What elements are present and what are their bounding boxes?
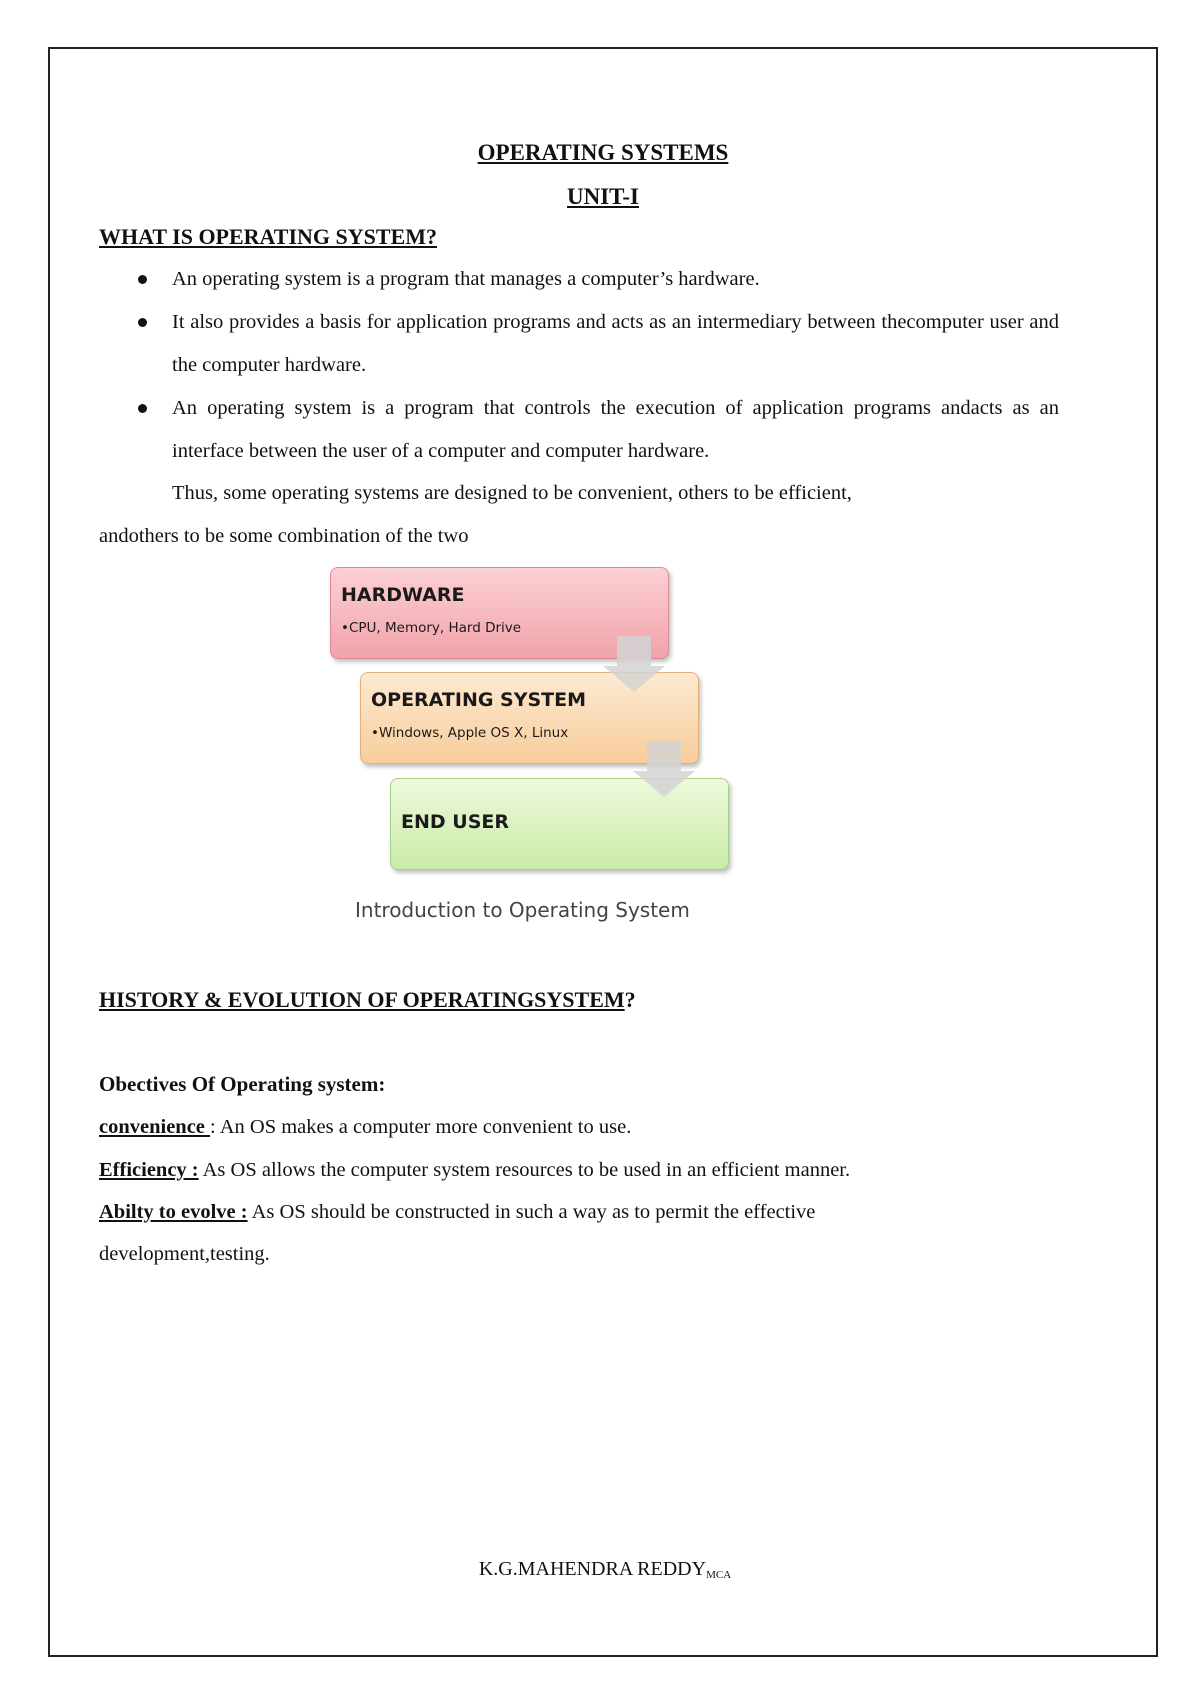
objective-item: convenience : An OS makes a computer more convenient to use. [99, 1116, 632, 1138]
list-item: An operating system is a program that manages a computer’s hardware. [99, 258, 1059, 301]
box-title: HARDWARE [341, 584, 465, 606]
list-item: An operating system is a program that controls the execution of application programs andacts as an interface between the user of a computer and computer hardware. [99, 387, 1059, 473]
diagram-caption: Introduction to Operating System [355, 898, 690, 922]
paragraph-line: Thus, some operating systems are designed to be convenient, others to be efficient, [172, 482, 852, 504]
bullet-icon [138, 318, 147, 327]
unit-label: UNIT-I [566, 184, 639, 209]
box-subtitle: •Windows, Apple OS X, Linux [371, 725, 569, 741]
list-item: It also provides a basis for application programs and acts as an intermediary between thecomputer user and the computer hardware. [99, 301, 1059, 387]
box-title: END USER [401, 811, 509, 833]
box-title: OPERATING SYSTEM [371, 689, 587, 711]
objective-item: Efficiency : As OS allows the computer system resources to be used in an efficient manner. [99, 1159, 851, 1181]
paragraph-line: andothers to be some combination of the two [99, 525, 469, 547]
bullet-icon [138, 275, 147, 284]
objective-item: Abilty to evolve : As OS should be constructed in such a way as to permit the effective [99, 1201, 816, 1223]
footer-author: K.G.MAHENDRA $REDDY_{MCA}$ [478, 1558, 732, 1581]
section-heading-history: HISTORY & EVOLUTION OF OPERATINGSYSTEM? [99, 987, 636, 1012]
box-subtitle: •CPU, Memory, Hard Drive [341, 620, 522, 636]
objective-continuation: development,testing. [99, 1243, 270, 1265]
section-heading-what-is-os: WHAT IS OPERATING SYSTEM? [99, 224, 438, 249]
page-title: OPERATING SYSTEMS [477, 140, 729, 165]
bullet-icon [138, 404, 147, 413]
objectives-heading: Obectives Of Operating system: [99, 1072, 386, 1096]
definition-list [99, 258, 1059, 473]
